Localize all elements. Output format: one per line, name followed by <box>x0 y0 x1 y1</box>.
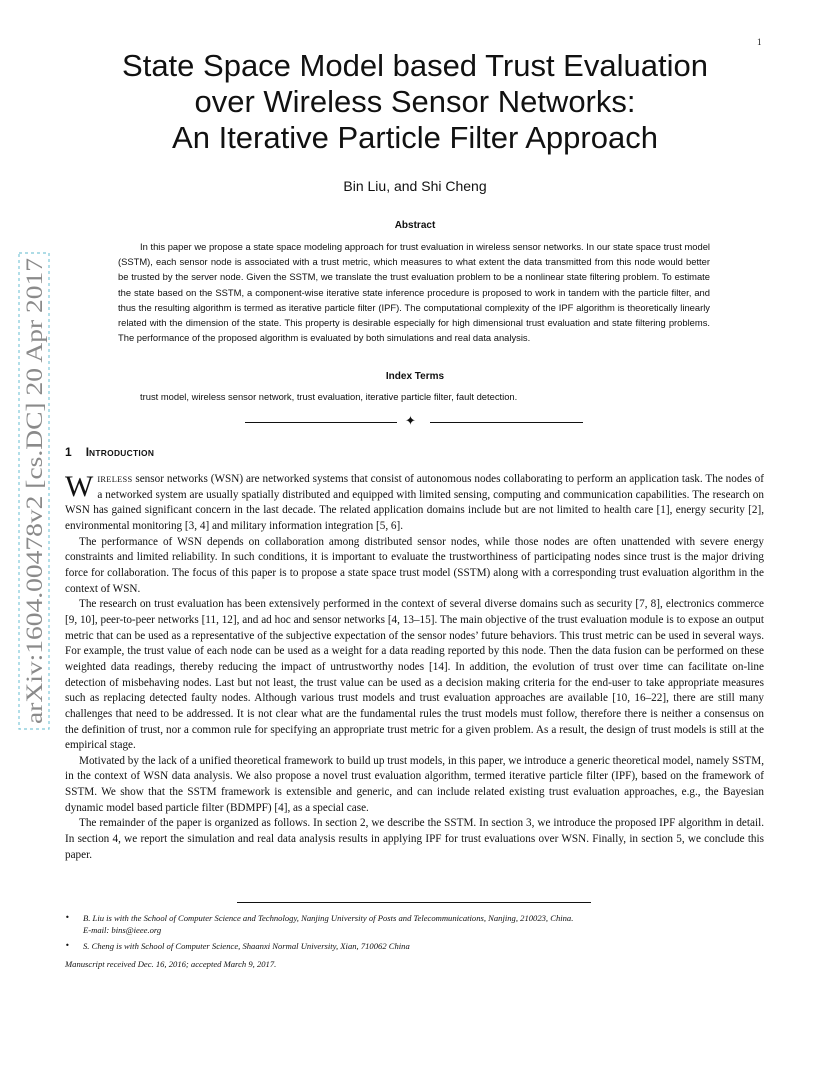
paragraph-4: Motivated by the lack of a unified theoretical framework to build up trust models, in this paper, we introduce a generic theoretical model, namely SSTM, in the context of WSN data analysis. We also propose a novel trust evaluation algorithm, termed iterative particle filter (IPF), based on the framework of SSTM. We show that the SSTM framework is extensible and generic, and can include related existing trust evaluation approaches, e.g., the Bayesian dynamic model based particle filter (BDMPF) [4], as a special case. <box>65 754 764 814</box>
title-line-3: An Iterative Particle Filter Approach <box>172 120 658 155</box>
footnote-2-text: S. Cheng is with School of Computer Science, Shaanxi Normal University, Xian, 710062 China <box>83 941 410 951</box>
section-heading <box>65 445 154 459</box>
separator-line-left <box>245 422 397 423</box>
manuscript-dates: Manuscript received Dec. 16, 2016; accepted March 9, 2017. <box>65 959 277 969</box>
paper-title <box>60 48 770 156</box>
bullet-icon: • <box>65 913 70 922</box>
separator-diamond-icon: ✦ <box>405 414 416 429</box>
paragraph-5: The remainder of the paper is organized as follows. In section 2, we describe the SSTM. In section 3, we introduce the proposed IPF algorithm in detail. In section 4, we report the simulation and real data analysis results in applying IPF for trust evaluations over WSN. Finally, in section 5, we conclude this paper. <box>65 817 764 861</box>
section-title-rest: NTRODUCTION <box>89 448 155 458</box>
section-number: 1 <box>65 445 72 459</box>
section-title-initial: I <box>85 445 90 459</box>
bullet-icon: • <box>65 941 70 950</box>
separator-line-right <box>430 422 583 423</box>
paragraph-3: The research on trust evaluation has been extensively performed in the context of several diverse domains such as security [7, 8], electronics commerce [9, 10], peer-to-peer networks [11, 12], and ad hoc and sensor networks [4, 13–15]. The main objective of the trust evaluation module is to expose an output metric that can be used as a representative of the subjective expectation of the sensor nodes’ future behaviors. This trust metric can be used in several ways. For example, the trust value of each node can be used as a weight for a data reading reported by this node. Then the data fusion can be performed on these weighted data readings, thereby reducing the impact of untrustworthy nodes [14]. In addition, the evolution of trust over time can facilitate on-line detection of misbehaving nodes. Last but not least, the trust value can be used as a decision making criteria for the end-user to take appropriate measures such as replacing detected faulty nodes. Although various trust models and trust evaluation approaches are available [10, 16–22], there are still many challenges that need to be addressed. It is not clear what are the fundamental rules the trust models must follow, therefore there is neither a consensus on the definition of trust, nor a common rule for specifying an appropriate trust metric for a given problem. As a result, the design of trust models is still at the empirical stage. <box>65 598 764 752</box>
title-line-2: over Wireless Sensor Networks: <box>194 84 636 119</box>
paragraph-1 <box>65 472 764 535</box>
authors: Bin Liu, and Shi Cheng <box>343 178 487 194</box>
footnotes <box>65 912 573 970</box>
title-line-1: State Space Model based Trust Evaluation <box>122 48 708 83</box>
abstract-heading: Abstract <box>394 220 436 231</box>
index-terms-text: trust model, wireless sensor network, trust evaluation, iterative particle filter, fault detection. <box>140 391 518 402</box>
index-terms-heading: Index Terms <box>385 371 445 382</box>
footnote-1-line-2: E-mail: bins@ieee.org <box>83 925 162 935</box>
arxiv-stamp-text: arXiv:1604.00478v2 [cs.DC] 20 Apr 2017 <box>22 325 48 724</box>
abstract-text: In this paper we propose a state space modeling approach for trust evaluation in wireless sensor networks. In our state space trust model (SSTM), each sensor node is associated with a trust metric, which measures to what extent the data transmitted from this node would better be trusted by the server node. Given the SSTM, we translate the trust evaluation problem to be a nonlinear state filtering problem. To estimate the state based on the SSTM, a component-wise iterative state inference procedure is proposed to work in tandem with the particle filter, and thus the resulting algorithm is termed as iterative particle filter (IPF). The computational complexity of the IPF algorithm is theoretically linearly related with the dimension of the state. This property is desirable especially for high dimensional trust evaluation and state filtering problems. The performance of the proposed algorithm is evaluated by both simulations and real data analysis. <box>118 241 710 344</box>
arxiv-stamp <box>18 252 50 730</box>
page-number: 1 <box>757 37 762 47</box>
footnote-affiliation-1 <box>65 912 573 936</box>
footnote-1-line-1: B. Liu is with the School of Computer Science and Technology, Nanjing University of Posts and Telecommunications, Nanjing, 210023, China. <box>83 913 574 923</box>
paragraph-2: The performance of WSN depends on collaboration among distributed sensor nodes, while those nodes are often unattended with severe energy constraints and limited reliability. In such conditions, it is important to evaluate the trustworthiness of participating nodes since trust is the major driving force for collaboration. The focus of this paper is to propose a state space trust model (SSTM) along with a corresponding trust evaluation algorithm in the context of WSN. <box>65 535 764 595</box>
drop-cap: W <box>65 470 94 503</box>
paragraph-1-text: sensor networks (WSN) are networked systems that consist of autonomous nodes collaborating to perform an application task. The nodes of a networked system are usually spatially distributed and equipped with limited sensing, computing and communication capabilities. The research on WSN has gained significant concern in the last decade. The related application domains include but are not limited to health care [1], energy security [2], environmental monitoring [3, 4] and military information integration [5, 6]. <box>65 473 764 532</box>
footnote-affiliation-2 <box>65 940 573 952</box>
footnote-rule <box>237 902 591 903</box>
introduction-body <box>65 472 764 863</box>
first-word-smallcaps: IRELESS <box>97 475 133 484</box>
